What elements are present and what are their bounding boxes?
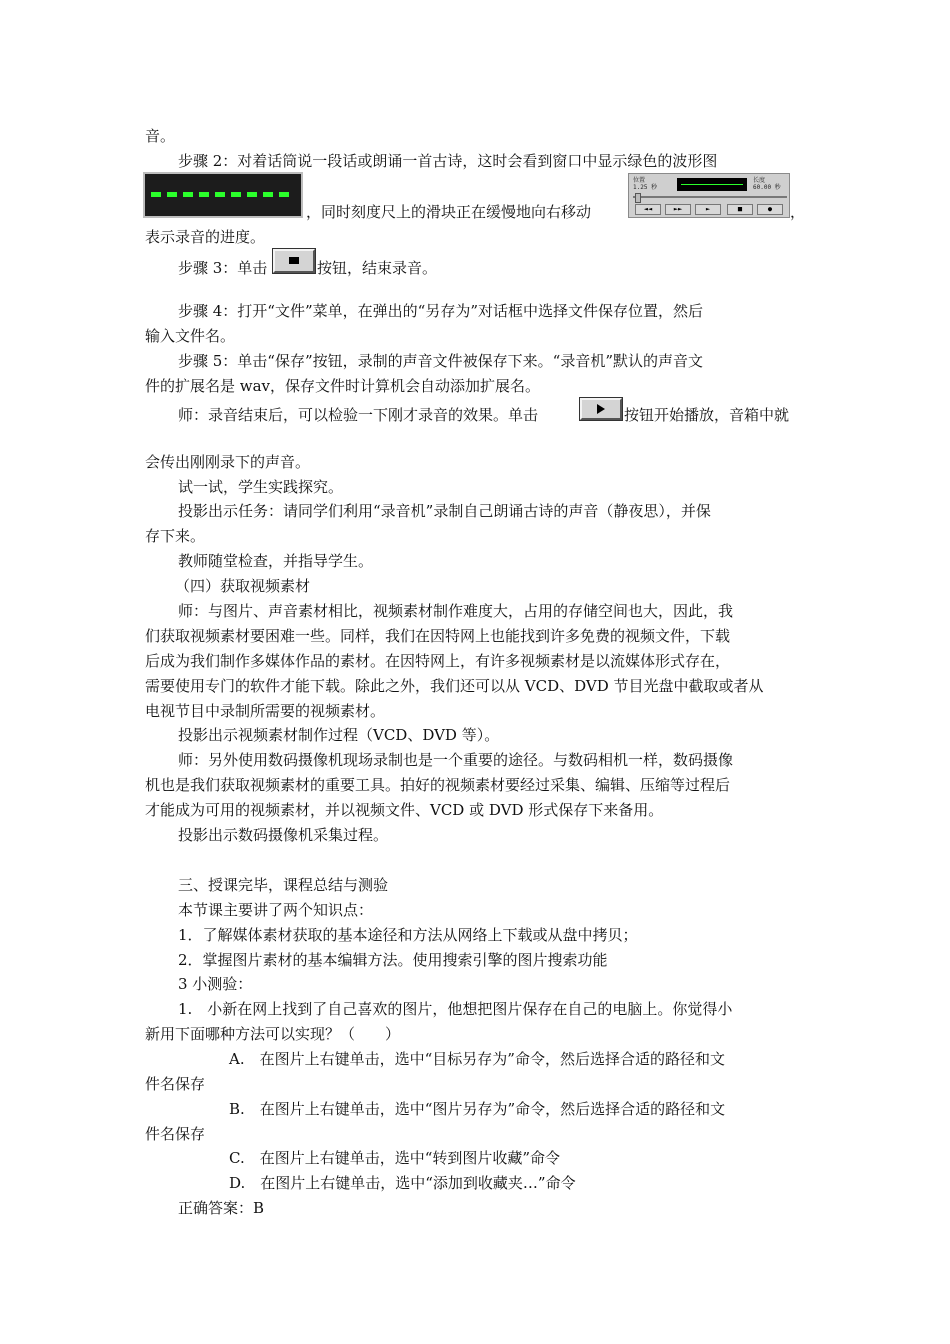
position-readout: 位置 1.25 秒 (633, 177, 658, 191)
text-line: 机也是我们获取视频素材的重要工具。拍好的视频素材要经过采集、编辑、压缩等过程后 (145, 776, 731, 794)
text-line: 试一试，学生实践探究。 (178, 478, 344, 496)
text-line: 表示录音的进度。 (145, 228, 266, 246)
text-line: 存下来。 (145, 527, 206, 545)
text-line: 们获取视频素材要困难一些。同样，我们在因特网上也能找到许多免费的视频文件，下载 (145, 627, 731, 645)
option-a: A. 在图片上右键单击，选中“目标另存为”命令，然后选择合适的路径和文 (229, 1050, 725, 1068)
text-line: 教师随堂检查，并指导学生。 (178, 552, 374, 570)
section-heading: 三、授课完毕，课程总结与测验 (178, 876, 389, 894)
text-line: ， (790, 203, 806, 221)
text-line: 步骤 2：对着话筒说一段话或朗诵一首古诗，这时会看到窗口中显示绿色的波形图 (178, 152, 718, 170)
text-line: 会传出刚刚录下的声音。 (145, 453, 311, 471)
text-line: 师：另外使用数码摄像机现场录制也是一个重要的途径。与数码相机一样，数码摄像 (178, 751, 734, 769)
option-c: C. 在图片上右键单击，选中“转到图片收藏”命令 (229, 1149, 561, 1167)
text-line: 师：录音结束后，可以检验一下刚才录音的效果。单击 (178, 406, 539, 424)
section-heading: （四）获取视频素材 (175, 577, 311, 595)
progress-slider-knob (635, 193, 641, 203)
list-item: 2．掌握图片素材的基本编辑方法。使用搜索引擎的图片搜索功能 (178, 951, 608, 969)
progress-slider-track (633, 196, 787, 198)
text-line: 步骤 5：单击“保存”按钮，录制的声音文件被保存下来。“录音机”默认的声音文 (178, 352, 703, 370)
text-line: 按钮，结束录音。 (317, 259, 438, 277)
text-line: 投影出示任务：请同学们利用“录音机”录制自己朗诵古诗的声音（静夜思），并保 (178, 502, 711, 520)
text-line: 本节课主要讲了两个知识点： (178, 901, 374, 919)
text-line: 音。 (145, 127, 176, 145)
option-b: 件名保存 (145, 1125, 206, 1143)
play-icon: ► (695, 204, 721, 215)
stop-icon (289, 257, 299, 264)
option-d: D. 在图片上右键单击，选中“添加到收藏夹…”命令 (229, 1174, 576, 1192)
play-icon (597, 404, 605, 414)
play-button-image (580, 398, 622, 420)
text-line: 师：与图片、声音素材相比，视频素材制作难度大，占用的存储空间也大，因此，我 (178, 602, 734, 620)
length-readout: 长度 60.00 秒 (753, 177, 781, 191)
question-text: 1. 小新在网上找到了自己喜欢的图片，他想把图片保存在自己的电脑上。你觉得小 (178, 1000, 733, 1018)
text-line: 3 小测验： (178, 975, 253, 993)
text-line: 按钮开始播放，音箱中就 (624, 406, 790, 424)
text-line: 件的扩展名是 wav，保存文件时计算机会自动添加扩展名。 (145, 377, 541, 395)
waveform-image (143, 172, 303, 218)
list-item: 1．了解媒体素材获取的基本途径和方法从网络上下载或从盘中拷贝； (178, 926, 638, 944)
rewind-icon: ◄◄ (635, 204, 661, 215)
text-line: 投影出示视频素材制作过程（VCD、DVD 等）。 (178, 726, 500, 744)
stop-icon: ■ (727, 204, 753, 215)
text-line: 电视节目中录制所需要的视频素材。 (145, 702, 386, 720)
option-b: B. 在图片上右键单击，选中“图片另存为”命令，然后选择合适的路径和文 (229, 1100, 726, 1118)
text-line: 输入文件名。 (145, 327, 236, 345)
record-icon: ● (757, 204, 783, 215)
option-a: 件名保存 (145, 1075, 206, 1093)
text-line: 步骤 4：打开“文件”菜单，在弹出的“另存为”对话框中选择文件保存位置，然后 (178, 302, 703, 320)
text-line: ，同时刻度尺上的滑块正在缓慢地向右移动 (306, 203, 592, 221)
text-line: 需要使用专门的软件才能下载。除此之外，我们还可以从 VCD、DVD 节目光盘中截取或者从 (145, 677, 764, 695)
stop-button-image (273, 249, 315, 273)
question-text: 新用下面哪种方法可以实现？（ ） (145, 1025, 401, 1043)
fast-forward-icon: ►► (665, 204, 691, 215)
text-line: 步骤 3：单击 (178, 259, 268, 277)
text-line: 才能成为可用的视频素材，并以视频文件、VCD 或 DVD 形式保存下来备用。 (145, 801, 664, 819)
sound-recorder-panel (628, 173, 790, 218)
waveform-screen (677, 178, 747, 191)
text-line: 投影出示数码摄像机采集过程。 (178, 826, 389, 844)
correct-answer: 正确答案：B (178, 1199, 265, 1217)
text-line: 后成为我们制作多媒体作品的素材。在因特网上，有许多视频素材是以流媒体形式存在， (145, 652, 731, 670)
